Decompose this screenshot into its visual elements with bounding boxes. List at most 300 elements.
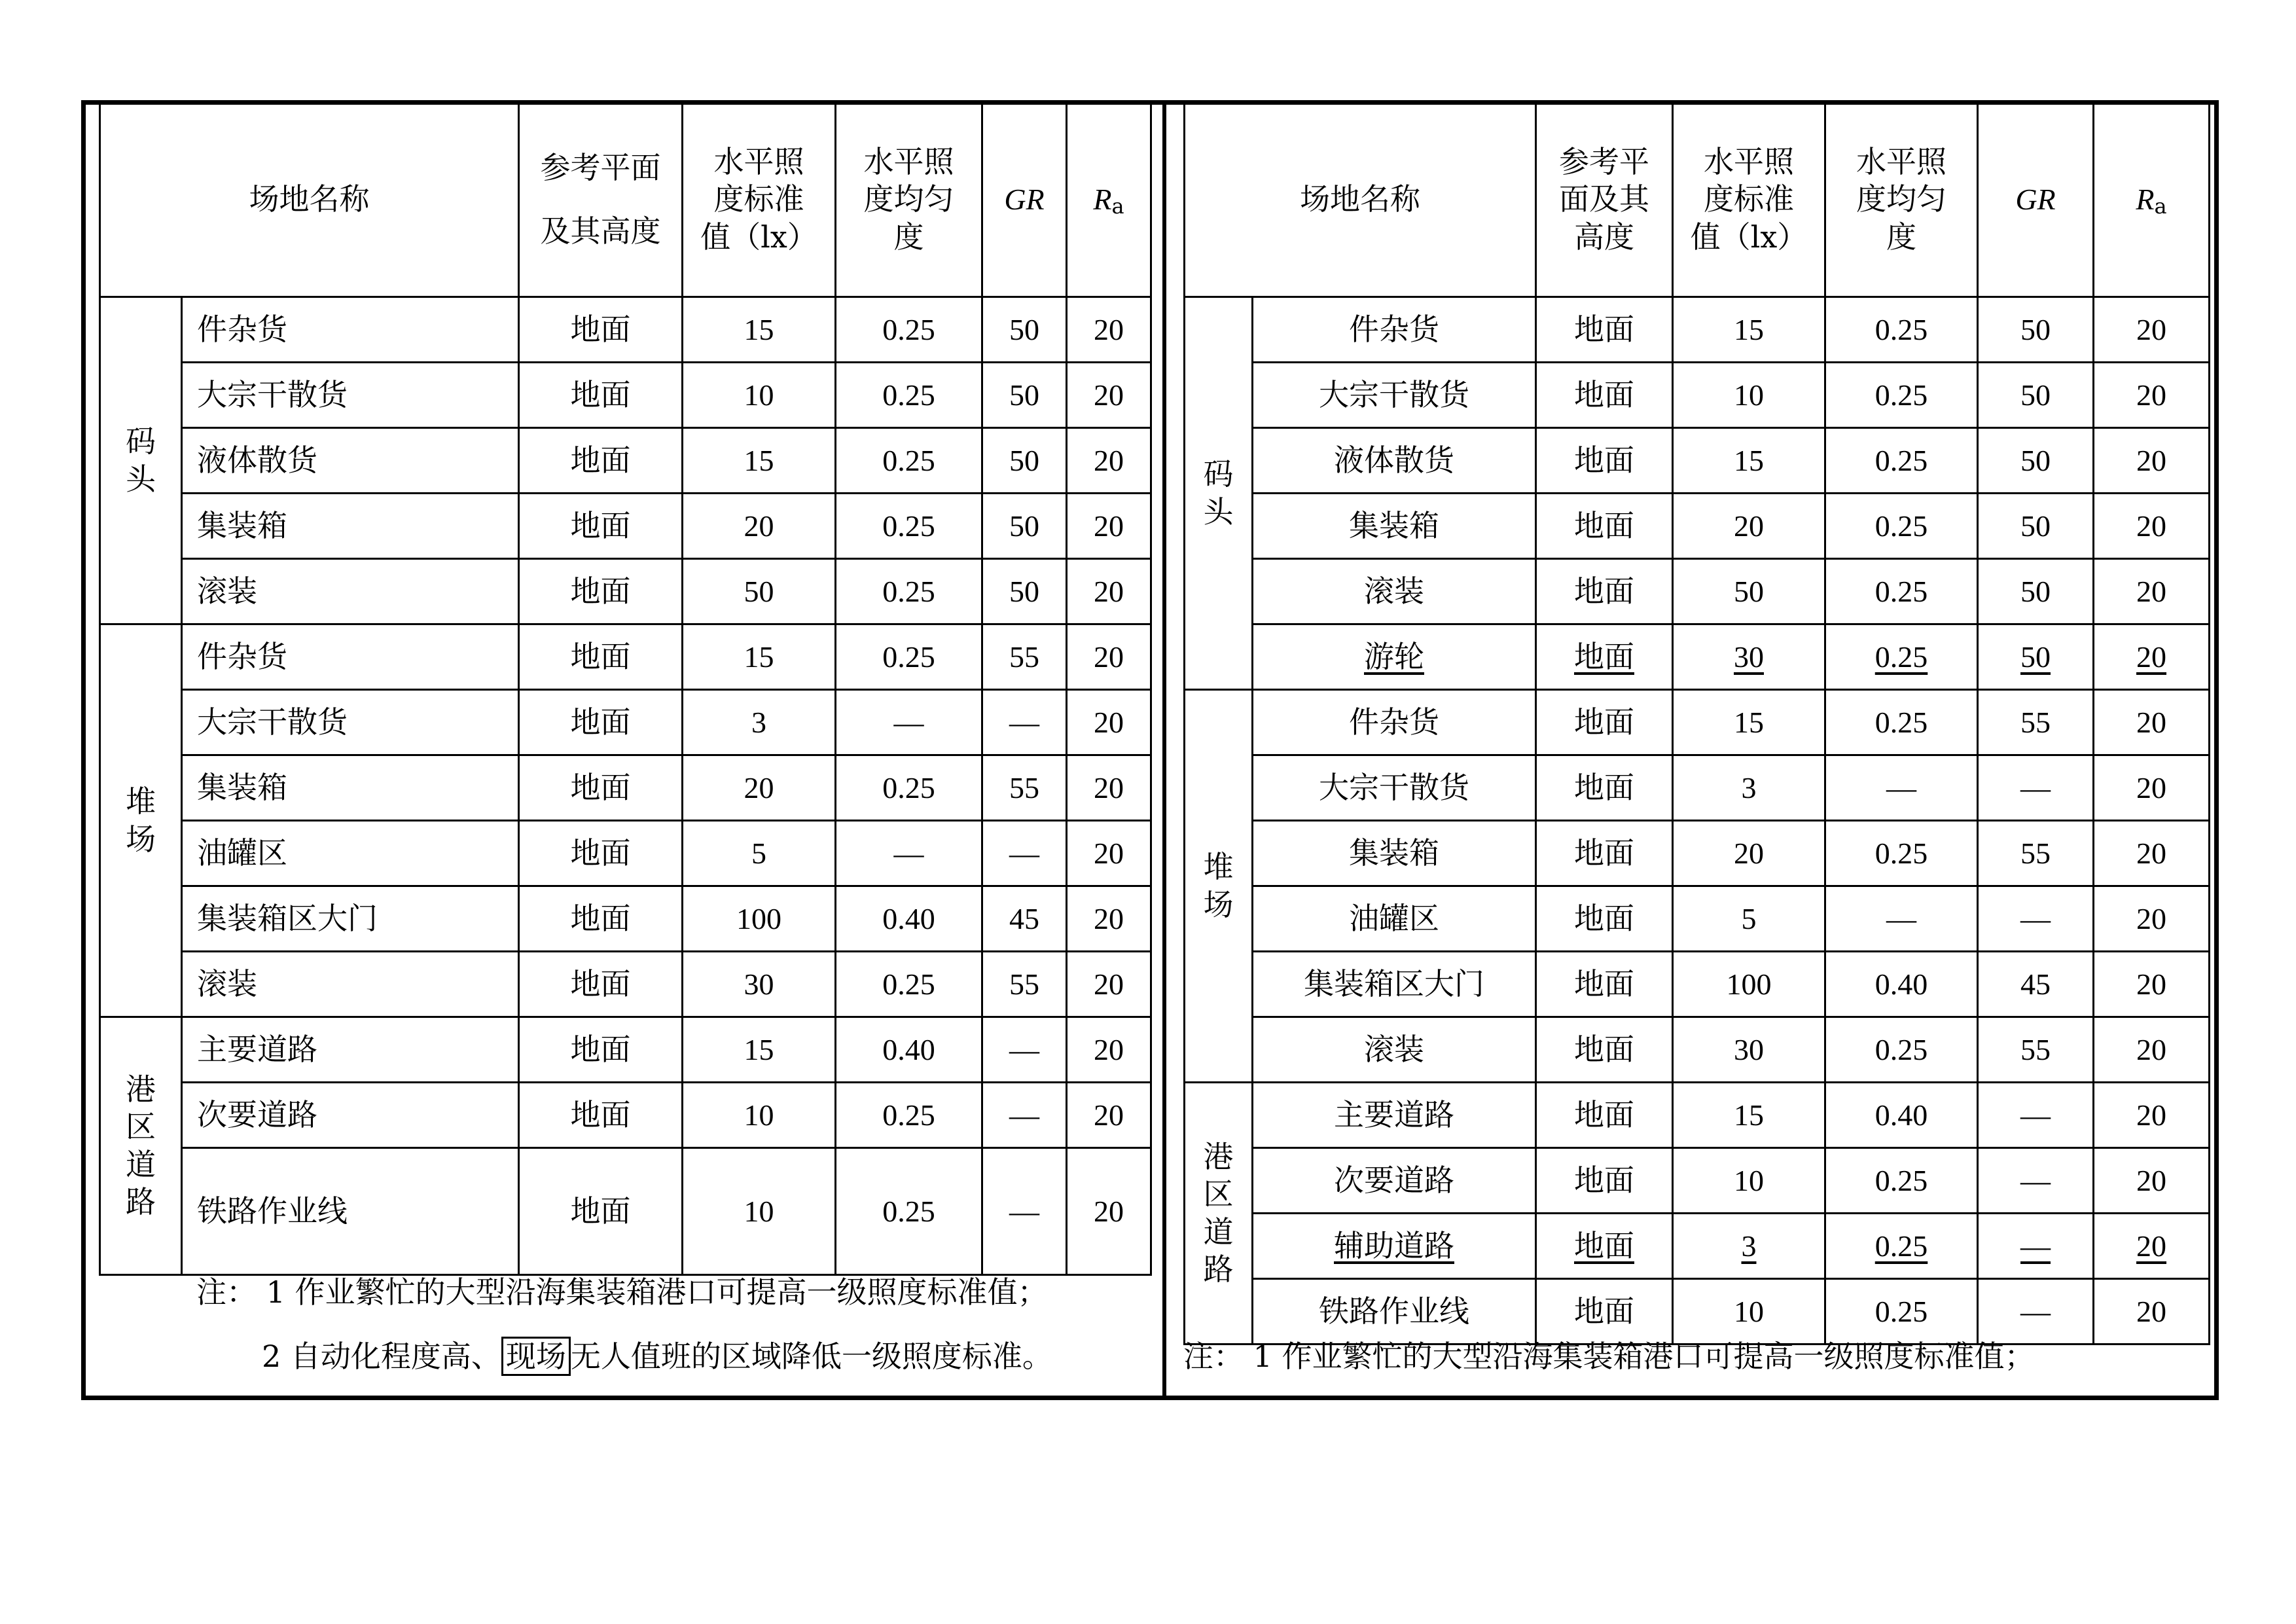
illuminance-cell-text: 30 <box>744 967 774 1001</box>
gr-cell-text: 50 <box>2020 509 2051 543</box>
gr-cell-text: 50 <box>1009 443 1039 477</box>
uniformity-cell <box>1825 1017 1978 1083</box>
site-name-cell <box>182 1083 519 1148</box>
ra-cell-text: 20 <box>2136 770 2166 804</box>
reference-plane-cell <box>519 624 683 690</box>
site-name-cell-text: 滚装 <box>197 965 257 1001</box>
gr-cell-text: 55 <box>1009 770 1039 804</box>
ra-cell <box>2094 297 2210 363</box>
reference-plane-cell-text: 地面 <box>1574 1031 1634 1067</box>
table-header-row <box>100 103 1151 297</box>
illuminance-cell <box>1673 755 1825 821</box>
header-line: 水平照 <box>1704 143 1794 179</box>
reference-plane-cell-text: 地面 <box>1574 573 1634 609</box>
header-ra <box>1067 103 1151 297</box>
header-line: 度标准 <box>1704 181 1794 217</box>
site-name-cell-text: 游轮 <box>1364 638 1424 674</box>
gr-cell-text: — <box>1009 836 1039 870</box>
ra-cell <box>1067 559 1151 624</box>
gr-cell-text: — <box>2020 1229 2051 1263</box>
header-line: 度均匀 <box>1856 181 1946 217</box>
illuminance-cell <box>1673 363 1825 428</box>
uniformity-cell-text: 0.25 <box>882 443 935 477</box>
left-note-2-start: 2 自动化程度高、 <box>262 1339 501 1374</box>
illuminance-cell-text: 15 <box>744 1032 774 1066</box>
header-line: 值（lx） <box>700 219 817 255</box>
site-name-cell <box>1253 297 1536 363</box>
header-line: 水平照 <box>713 143 804 179</box>
reference-plane-cell-text: 地面 <box>1574 704 1634 740</box>
gr-cell-text: — <box>1009 705 1039 739</box>
gr-cell-text: 45 <box>2020 967 2051 1001</box>
site-name-cell <box>182 755 519 821</box>
reference-plane-cell <box>519 494 683 559</box>
illuminance-cell-text: 3 <box>1741 770 1757 804</box>
table-row <box>1185 952 2210 1017</box>
illuminance-cell-text: 100 <box>736 901 781 935</box>
site-name-cell-text: 液体散货 <box>197 442 317 478</box>
uniformity-cell <box>1825 428 1978 494</box>
illuminance-cell-text: 10 <box>744 378 774 412</box>
site-name-cell <box>1253 886 1536 952</box>
illuminance-cell <box>683 690 836 755</box>
header-site-name: 场地名称 <box>1185 103 1536 297</box>
site-name-cell-text: 滚装 <box>1364 573 1424 609</box>
ra-cell-text: 20 <box>1094 901 1124 935</box>
gr-cell <box>982 559 1067 624</box>
ra-cell <box>1067 297 1151 363</box>
reference-plane-cell <box>1536 755 1673 821</box>
header-reference-plane <box>519 103 683 297</box>
uniformity-cell-text: 0.25 <box>1874 640 1928 674</box>
reference-plane-cell-text: 地面 <box>1574 835 1634 871</box>
illuminance-cell <box>1673 428 1825 494</box>
uniformity-cell-text: — <box>893 836 924 870</box>
ra-cell-text: 20 <box>1094 312 1124 346</box>
gr-cell <box>982 363 1067 428</box>
gr-cell <box>1978 624 2094 690</box>
site-name-cell-text: 辅助道路 <box>1334 1227 1454 1263</box>
gr-cell-text: — <box>1009 1032 1039 1066</box>
site-name-cell-text: 集装箱 <box>1349 507 1439 543</box>
illuminance-cell <box>683 428 836 494</box>
illuminance-cell <box>1673 886 1825 952</box>
gr-cell <box>1978 821 2094 886</box>
gr-cell <box>1978 952 2094 1017</box>
illuminance-cell <box>1673 690 1825 755</box>
table-row <box>1185 624 2210 690</box>
ra-cell-text: 20 <box>1094 967 1124 1001</box>
ra-cell-text: 20 <box>1094 378 1124 412</box>
ra-cell-text: 20 <box>1094 1098 1124 1132</box>
ra-cell-text: 20 <box>2136 705 2166 739</box>
gr-cell-text: — <box>2020 1294 2051 1328</box>
reference-plane-cell <box>519 690 683 755</box>
right-lighting-table <box>1183 101 2210 1345</box>
header-ra-main: R <box>2136 182 2155 216</box>
reference-plane-cell <box>519 952 683 1017</box>
reference-plane-cell <box>1536 886 1673 952</box>
uniformity-cell-text: 0.40 <box>882 901 935 935</box>
gr-cell-text: 50 <box>1009 378 1039 412</box>
uniformity-cell-text: 0.25 <box>882 640 935 674</box>
uniformity-cell <box>1825 821 1978 886</box>
table-row <box>100 428 1151 494</box>
site-name-cell-text: 集装箱 <box>197 507 287 543</box>
illuminance-cell-text: 10 <box>744 1098 774 1132</box>
ra-cell <box>2094 1279 2210 1344</box>
uniformity-cell <box>1825 363 1978 428</box>
gr-cell <box>1978 428 2094 494</box>
group-label-char: 港 <box>1203 1138 1234 1174</box>
group-label-char: 头 <box>1203 494 1234 530</box>
illuminance-cell-text: 20 <box>744 770 774 804</box>
gr-cell <box>982 886 1067 952</box>
site-name-cell <box>182 1148 519 1275</box>
gr-cell <box>982 952 1067 1017</box>
table-row <box>100 1148 1151 1275</box>
uniformity-cell <box>1825 297 1978 363</box>
site-name-cell <box>1253 821 1536 886</box>
reference-plane-cell <box>519 1017 683 1083</box>
illuminance-cell <box>683 494 836 559</box>
site-name-cell-text: 件杂货 <box>197 311 287 347</box>
left-note-1: 注： 1 作业繁忙的大型沿海集装箱港口可提高一级照度标准值； <box>196 1274 1048 1310</box>
site-name-cell-text: 次要道路 <box>1334 1162 1454 1198</box>
site-name-cell-text: 大宗干散货 <box>197 704 348 740</box>
table-row <box>1185 755 2210 821</box>
illuminance-cell-text: 20 <box>1734 836 1764 870</box>
uniformity-cell-text: 0.25 <box>882 378 935 412</box>
header-ra-main: R <box>1093 182 1112 216</box>
ra-cell-text: 20 <box>1094 836 1124 870</box>
illuminance-cell <box>683 1083 836 1148</box>
ra-cell-text: 20 <box>2136 1294 2166 1328</box>
reference-plane-cell <box>1536 494 1673 559</box>
site-name-cell-text: 大宗干散货 <box>1319 376 1469 412</box>
site-name-cell-text: 油罐区 <box>197 835 287 871</box>
ra-cell <box>1067 428 1151 494</box>
illuminance-cell-text: 100 <box>1726 967 1772 1001</box>
header-line: 参考平 <box>1559 143 1649 179</box>
site-name-cell <box>1253 952 1536 1017</box>
ra-cell <box>1067 494 1151 559</box>
site-name-cell <box>182 428 519 494</box>
table-row <box>100 494 1151 559</box>
table-row <box>1185 1083 2210 1148</box>
illuminance-cell-text: 3 <box>751 705 766 739</box>
ra-cell-text: 20 <box>2136 1098 2166 1132</box>
header-ra <box>2094 103 2210 297</box>
gr-cell <box>982 297 1067 363</box>
illuminance-cell <box>683 559 836 624</box>
illuminance-cell <box>1673 297 1825 363</box>
gr-cell <box>982 1148 1067 1275</box>
gr-cell <box>982 690 1067 755</box>
uniformity-cell <box>1825 1214 1978 1279</box>
header-illuminance-standard <box>1673 103 1825 297</box>
site-name-cell <box>1253 755 1536 821</box>
table-row <box>1185 886 2210 952</box>
table-row <box>1185 559 2210 624</box>
illuminance-cell-text: 10 <box>1734 1163 1764 1197</box>
site-name-cell-text: 次要道路 <box>197 1096 317 1132</box>
group-label-char: 头 <box>126 461 156 497</box>
header-line: 高度 <box>1574 219 1634 255</box>
group-label-char: 码 <box>1203 456 1234 492</box>
gr-cell-text: — <box>2020 1098 2051 1132</box>
reference-plane-cell <box>519 363 683 428</box>
illuminance-cell-text: 5 <box>1741 901 1757 935</box>
ra-cell <box>2094 624 2210 690</box>
header-gr <box>1978 103 2094 297</box>
site-name-cell <box>182 1017 519 1083</box>
ra-cell-text: 20 <box>2136 901 2166 935</box>
group-label <box>1185 297 1253 690</box>
uniformity-cell-text: 0.25 <box>1874 1032 1928 1066</box>
uniformity-cell-text: — <box>1886 770 1916 804</box>
left-lighting-table <box>99 101 1152 1276</box>
site-name-cell-text: 滚装 <box>1364 1031 1424 1067</box>
header-ra-sub: a <box>1111 193 1124 219</box>
ra-cell-text: 20 <box>2136 574 2166 608</box>
reference-plane-cell <box>1536 559 1673 624</box>
illuminance-cell <box>683 1017 836 1083</box>
table-row <box>1185 494 2210 559</box>
site-name-cell-text: 液体散货 <box>1334 442 1454 478</box>
header-line: 度标准 <box>713 181 804 217</box>
ra-cell <box>1067 363 1151 428</box>
illuminance-cell-text: 50 <box>1734 574 1764 608</box>
reference-plane-cell <box>1536 428 1673 494</box>
ra-cell <box>2094 821 2210 886</box>
reference-plane-cell-text: 地面 <box>1574 638 1634 674</box>
uniformity-cell <box>1825 494 1978 559</box>
reference-plane-cell <box>1536 624 1673 690</box>
gr-cell <box>1978 1214 2094 1279</box>
header-illuminance-standard <box>683 103 836 297</box>
uniformity-cell-text: 0.40 <box>882 1032 935 1066</box>
table-row <box>100 821 1151 886</box>
site-name-cell-text: 主要道路 <box>1334 1096 1454 1132</box>
reference-plane-cell-text: 地面 <box>1574 769 1634 805</box>
gr-cell-text: 55 <box>2020 1032 2051 1066</box>
gr-cell-text: 45 <box>1009 901 1039 935</box>
uniformity-cell-text: 0.25 <box>882 509 935 543</box>
illuminance-cell <box>683 1148 836 1275</box>
gr-cell-text: 50 <box>2020 378 2051 412</box>
site-name-cell <box>1253 559 1536 624</box>
ra-cell-text: 20 <box>1094 509 1124 543</box>
ra-cell-text: 20 <box>2136 836 2166 870</box>
ra-cell-text: 20 <box>2136 312 2166 346</box>
illuminance-cell <box>683 952 836 1017</box>
gr-cell-text: 50 <box>1009 574 1039 608</box>
header-line: 度 <box>893 219 924 255</box>
site-name-cell <box>1253 428 1536 494</box>
illuminance-cell-text: 15 <box>1734 312 1764 346</box>
ra-cell <box>2094 363 2210 428</box>
ra-cell-text: 20 <box>2136 509 2166 543</box>
uniformity-cell <box>1825 1148 1978 1214</box>
uniformity-cell <box>1825 755 1978 821</box>
group-label-char: 路 <box>126 1184 156 1219</box>
reference-plane-cell <box>1536 363 1673 428</box>
table-row <box>1185 821 2210 886</box>
uniformity-cell-text: 0.25 <box>882 967 935 1001</box>
ra-cell <box>1067 1083 1151 1148</box>
uniformity-cell-text: 0.40 <box>1874 1098 1928 1132</box>
uniformity-cell <box>836 1017 982 1083</box>
ra-cell <box>2094 755 2210 821</box>
header-site-name: 场地名称 <box>100 103 519 297</box>
uniformity-cell <box>1825 952 1978 1017</box>
table-row <box>100 297 1151 363</box>
reference-plane-cell-text: 地面 <box>1574 1293 1634 1329</box>
gr-cell-text: 50 <box>1009 509 1039 543</box>
ra-cell <box>1067 821 1151 886</box>
header-line: 值（lx） <box>1690 219 1808 255</box>
header-illuminance-uniformity <box>836 103 982 297</box>
uniformity-cell-text: 0.25 <box>1874 1229 1928 1263</box>
reference-plane-cell <box>1536 1148 1673 1214</box>
site-name-cell <box>1253 1017 1536 1083</box>
reference-plane-cell <box>1536 690 1673 755</box>
site-name-cell-text: 主要道路 <box>197 1031 317 1067</box>
gr-cell-text: 50 <box>2020 443 2051 477</box>
gr-cell-text: 50 <box>2020 640 2051 674</box>
ra-cell <box>2094 1214 2210 1279</box>
gr-cell-text: 55 <box>1009 640 1039 674</box>
gr-cell-text: 50 <box>1009 312 1039 346</box>
group-label-char: 区 <box>1203 1176 1234 1212</box>
header-ra-sub: a <box>2154 193 2167 219</box>
gr-cell <box>1978 559 2094 624</box>
uniformity-cell-text: 0.25 <box>1874 836 1928 870</box>
illuminance-cell-text: 15 <box>744 640 774 674</box>
header-gr <box>982 103 1067 297</box>
site-name-cell-text: 油罐区 <box>1349 900 1439 936</box>
illuminance-cell-text: 50 <box>744 574 774 608</box>
right-note-1: 注： 1 作业繁忙的大型沿海集装箱港口可提高一级照度标准值； <box>1183 1339 2035 1374</box>
reference-plane-cell-text: 地面 <box>570 573 631 609</box>
table-row <box>1185 363 2210 428</box>
reference-plane-cell-text: 地面 <box>1574 1227 1634 1263</box>
uniformity-cell-text: — <box>893 705 924 739</box>
gr-cell <box>1978 1017 2094 1083</box>
reference-plane-cell-text: 地面 <box>1574 507 1634 543</box>
site-name-cell <box>182 363 519 428</box>
gr-cell-text: 50 <box>2020 574 2051 608</box>
reference-plane-cell <box>1536 952 1673 1017</box>
reference-plane-cell-text: 地面 <box>570 311 631 347</box>
site-name-cell <box>1253 1214 1536 1279</box>
group-label-char: 港 <box>126 1071 156 1107</box>
site-name-cell-text: 件杂货 <box>197 638 287 674</box>
gr-cell <box>982 821 1067 886</box>
ra-cell <box>1067 755 1151 821</box>
site-name-cell-text: 滚装 <box>197 573 257 609</box>
illuminance-cell <box>683 755 836 821</box>
gr-cell-text: 50 <box>2020 312 2051 346</box>
table-row <box>100 363 1151 428</box>
gr-cell <box>982 624 1067 690</box>
reference-plane-cell-text: 地面 <box>570 507 631 543</box>
site-name-cell <box>182 690 519 755</box>
uniformity-cell <box>836 952 982 1017</box>
illuminance-cell-text: 15 <box>1734 1098 1764 1132</box>
ra-cell <box>2094 1017 2210 1083</box>
group-label-char: 堆 <box>1203 849 1234 884</box>
uniformity-cell <box>836 886 982 952</box>
left-note-2-boxed: 现场 <box>501 1337 571 1376</box>
site-name-cell-text: 集装箱 <box>1349 835 1439 871</box>
table-row <box>1185 428 2210 494</box>
gr-cell <box>1978 755 2094 821</box>
left-note-2 <box>262 1333 1052 1376</box>
ra-cell-text: 20 <box>2136 1163 2166 1197</box>
site-name-cell-text: 件杂货 <box>1349 311 1439 347</box>
reference-plane-cell <box>1536 1017 1673 1083</box>
group-label <box>100 297 182 624</box>
header-line: 水平照 <box>863 143 954 179</box>
gr-cell <box>1978 363 2094 428</box>
uniformity-cell <box>836 428 982 494</box>
table-row <box>100 690 1151 755</box>
site-name-cell <box>1253 1148 1536 1214</box>
site-name-cell-text: 集装箱区大门 <box>1304 965 1484 1001</box>
reference-plane-cell <box>1536 1083 1673 1148</box>
gr-cell <box>1978 1083 2094 1148</box>
site-name-cell-text: 大宗干散货 <box>1319 769 1469 805</box>
reference-plane-cell-text: 地面 <box>1574 900 1634 936</box>
group-label-char: 区 <box>126 1109 156 1144</box>
uniformity-cell-text: 0.40 <box>1874 967 1928 1001</box>
reference-plane-cell-text: 地面 <box>570 638 631 674</box>
site-name-cell <box>1253 624 1536 690</box>
illuminance-cell <box>1673 821 1825 886</box>
table-row <box>1185 297 2210 363</box>
table-row <box>100 1017 1151 1083</box>
group-label <box>1185 1083 1253 1344</box>
uniformity-cell <box>1825 690 1978 755</box>
header-line: 度 <box>1886 219 1916 255</box>
ra-cell <box>2094 886 2210 952</box>
site-name-cell <box>1253 363 1536 428</box>
uniformity-cell <box>836 755 982 821</box>
ra-cell <box>2094 1148 2210 1214</box>
reference-plane-cell <box>1536 821 1673 886</box>
illuminance-cell <box>1673 1148 1825 1214</box>
ra-cell-text: 20 <box>1094 640 1124 674</box>
uniformity-cell-text: 0.25 <box>1874 574 1928 608</box>
site-name-cell-text: 铁路作业线 <box>197 1193 348 1229</box>
gr-cell <box>1978 886 2094 952</box>
gr-cell-text: 55 <box>2020 705 2051 739</box>
reference-plane-cell <box>519 755 683 821</box>
ra-cell <box>2094 428 2210 494</box>
table-row <box>1185 1148 2210 1214</box>
uniformity-cell-text: 0.25 <box>882 1098 935 1132</box>
reference-plane-cell-text: 地面 <box>570 442 631 478</box>
header-gr-text: GR <box>2015 183 2056 217</box>
group-label <box>1185 690 1253 1083</box>
table-row <box>100 952 1151 1017</box>
uniformity-cell <box>836 363 982 428</box>
group-label-char: 路 <box>1203 1252 1234 1287</box>
illuminance-cell <box>683 624 836 690</box>
header-reference-plane-text: 参考平面及其高度 <box>540 150 661 249</box>
